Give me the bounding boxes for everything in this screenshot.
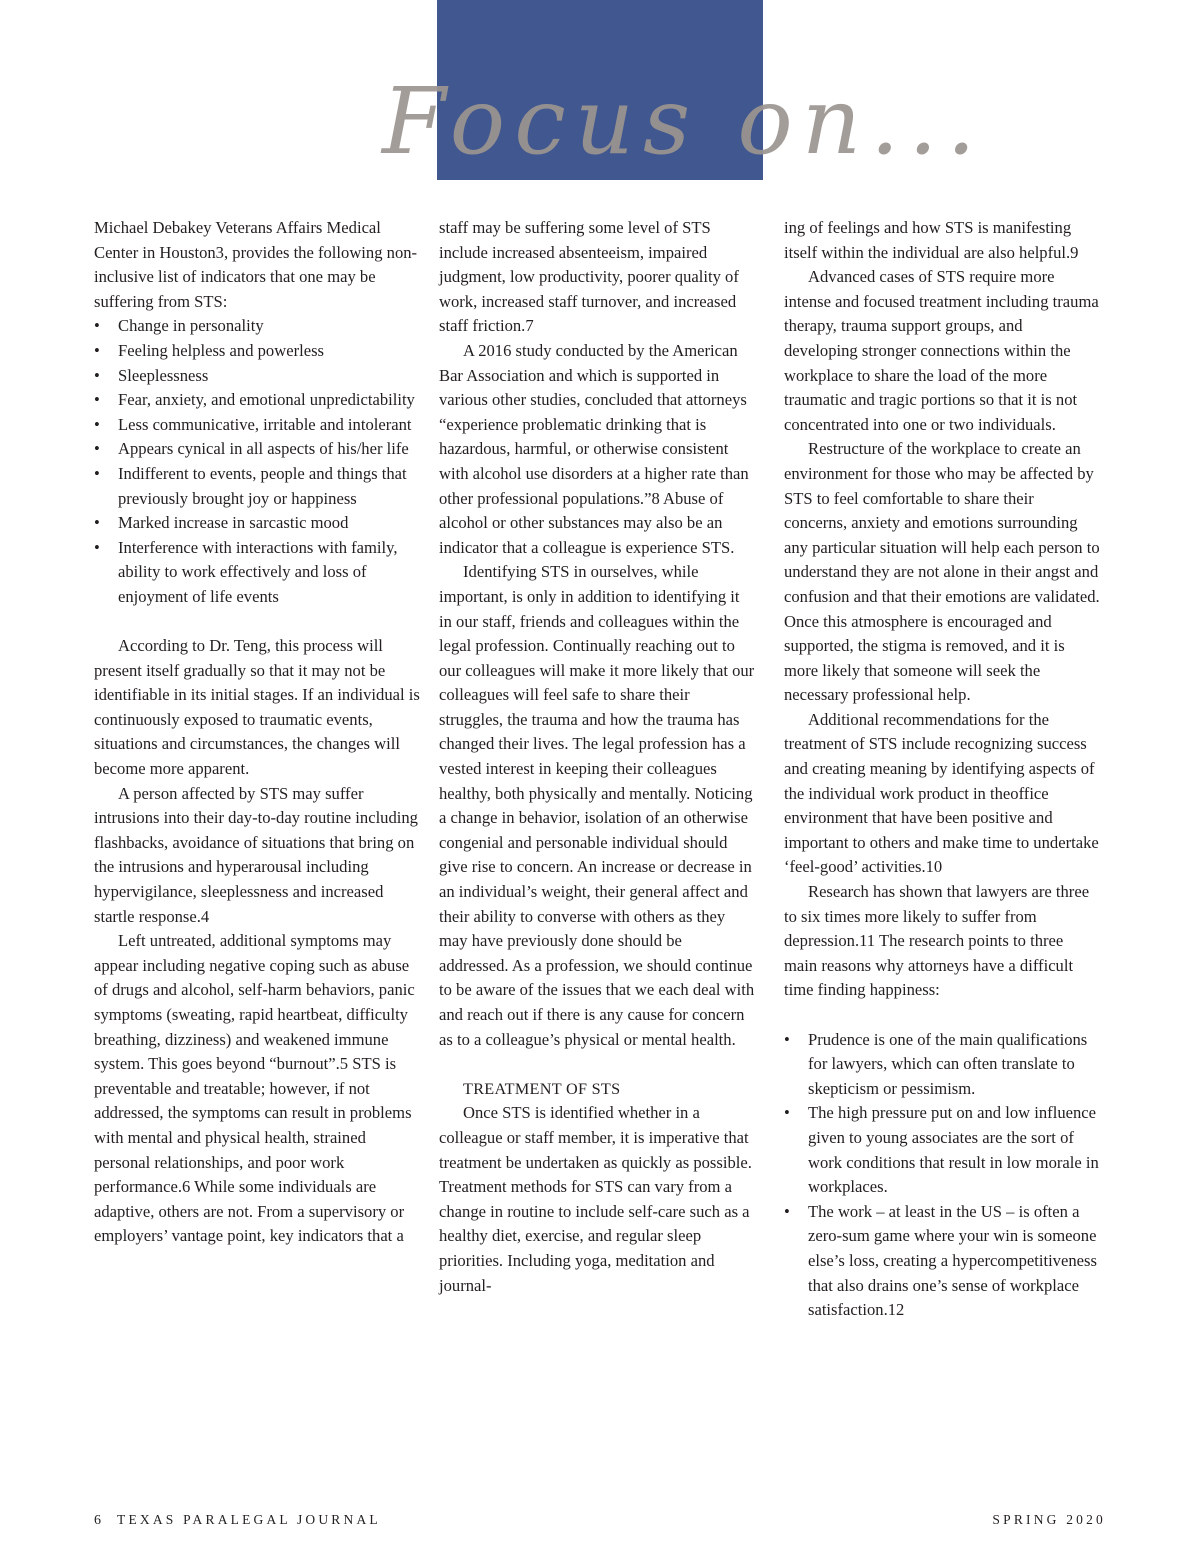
- list-item: • Prudence is one of the main qualifications for lawyers, which can often translate to skepticism or pessimism.: [784, 1028, 1100, 1102]
- body-paragraph: ing of feelings and how STS is manifesting itself within the individual are also helpful.9: [784, 218, 1079, 262]
- list-item: • Appears cynical in all aspects of his/her life: [94, 437, 424, 462]
- intro-paragraph: Michael Debakey Veterans Affairs Medical Center in Houston3, provides the following non-inclusive list of indicators that one may be suffering from STS:: [94, 218, 418, 311]
- column-3: [784, 216, 1100, 1323]
- list-item: • Sleeplessness: [94, 364, 424, 389]
- list-item: • Indifferent to events, people and things that previously brought joy or happiness: [94, 462, 424, 511]
- spacer: [784, 1003, 1100, 1028]
- list-item: • Less communicative, irritable and intolerant: [94, 413, 424, 438]
- indicator-list: [94, 314, 424, 609]
- body-paragraph: Restructure of the workplace to create an environment for those who may be affected by STS to feel comfortable to share their concerns, anxiety and emotions surrounding any particular situation will help each person to understand they are not alone in their angst and confusion and that their emotions are validated. Once this atmosphere is encouraged and supported, the stigma is removed, and it is more likely that someone will seek the necessary professional help.: [784, 439, 1100, 705]
- list-item: • The work – at least in the US – is often a zero-sum game where your win is someone else’s loss, creating a hypercompetitiveness that also drains one’s sense of workplace satisfaction.12: [784, 1200, 1100, 1323]
- column-1: [94, 216, 424, 1249]
- section-subheading: TREATMENT OF STS: [463, 1079, 621, 1098]
- body-paragraph: Identifying STS in ourselves, while important, is only in addition to identifying it in our staff, friends and colleagues within the legal profession. Continually reaching out to our colleagues will make it more likely that our colleagues will feel safe to share their struggles, the trauma and how the trauma has changed their lives. The legal profession has a vested interest in keeping their colleagues healthy, both physically and mentally. Noticing a change in behavior, isolation of an otherwise congenial and personable individual should give rise to concern. An increase or decrease in an individual’s weight, their general affect and their ability to converse with others as they may have previously done should be addressed. As a profession, we should continue to be aware of the issues that we each deal with and reach out if there is any cause for concern as to a colleague’s physical or mental health.: [439, 562, 755, 1049]
- issue-label: SPRING 2020: [992, 1512, 1106, 1527]
- reasons-list: [784, 1028, 1100, 1323]
- body-paragraph: staff may be suffering some level of STS include increased absenteeism, impaired judgment, low productivity, poorer quality of work, increased staff turnover, and increased staff friction.7: [439, 218, 739, 336]
- list-item: • Feeling helpless and powerless: [94, 339, 424, 364]
- body-paragraph: Additional recommendations for the treatment of STS include recognizing success and creating meaning by identifying aspects of the individual work product in theoffice environment that have been positive and important to others and make time to undertake ‘feel-good’ activities.10: [784, 709, 1099, 877]
- list-item: • Interference with interactions with family, ability to work effectively and loss of enjoyment of life events: [94, 536, 424, 610]
- body-paragraph: Left untreated, additional symptoms may appear including negative coping such as abuse of drugs and alcohol, self-harm behaviors, panic symptoms (sweating, rapid heartbeat, difficulty breathing, dizziness) and weakened immune system. This goes beyond “burnout”.5 STS is preventable and treatable; however, if not addressed, the symptoms can result in problems with mental and physical health, strained personal relationships, and poor work performance.6 While some individuals are adaptive, others are not. From a supervisory or employers’ vantage point, key indicators that a: [94, 931, 415, 1246]
- section-title: Focus on...: [382, 68, 985, 175]
- body-paragraph: Research has shown that lawyers are three to six times more likely to suffer from depression.11 The research points to three main reasons why attorneys have a difficult time finding happiness:: [784, 882, 1090, 1000]
- list-item: • Change in personality: [94, 314, 424, 339]
- footer-left: [94, 1512, 381, 1529]
- body-paragraph: A 2016 study conducted by the American Bar Association and which is supported in various other studies, concluded that attorneys “experience problematic drinking that is hazardous, harmful, or otherwise consistent with alcohol use disorders at a higher rate than other professional populations.”8 Abuse of alcohol or other substances may also be an indicator that a colleague is experience STS.: [439, 340, 749, 557]
- body-paragraph: According to Dr. Teng, this process will present itself gradually so that it may not be identifiable in its initial stages. If an individual is continuously exposed to traumatic events, situations and circumstances, the changes will become more apparent.: [94, 636, 420, 779]
- spacer: [94, 610, 424, 635]
- body-paragraph: Once STS is identified whether in a colleague or staff member, it is imperative that treatment be undertaken as quickly as possible. Treatment methods for STS can vary from a change in routine to include self-care such as a healthy diet, exercise, and regular sleep priorities. Including yoga, meditation and journal-: [439, 1103, 752, 1295]
- page-footer: [94, 1512, 1106, 1532]
- journal-name: TEXAS PARALEGAL JOURNAL: [117, 1512, 381, 1527]
- body-paragraph: Advanced cases of STS require more intense and focused treatment including trauma therapy, trauma support groups, and developing stronger connections within the workplace to share the load of the more traumatic and tragic portions so that it is not concentrated into one or two individuals.: [784, 267, 1099, 434]
- list-item: • Marked increase in sarcastic mood: [94, 511, 424, 536]
- column-2: [439, 216, 755, 1298]
- body-paragraph: A person affected by STS may suffer intrusions into their day-to-day routine including flashbacks, avoidance of situations that bring on the intrusions and hyperarousal including hypervigilance, sleeplessness and increased startle response.4: [94, 783, 418, 926]
- list-item: • Fear, anxiety, and emotional unpredictability: [94, 388, 424, 413]
- list-item: • The high pressure put on and low influence given to young associates are the sort of work conditions that result in low morale in workplaces.: [784, 1101, 1100, 1199]
- spacer: [439, 1052, 755, 1077]
- page-number: 6: [94, 1513, 101, 1528]
